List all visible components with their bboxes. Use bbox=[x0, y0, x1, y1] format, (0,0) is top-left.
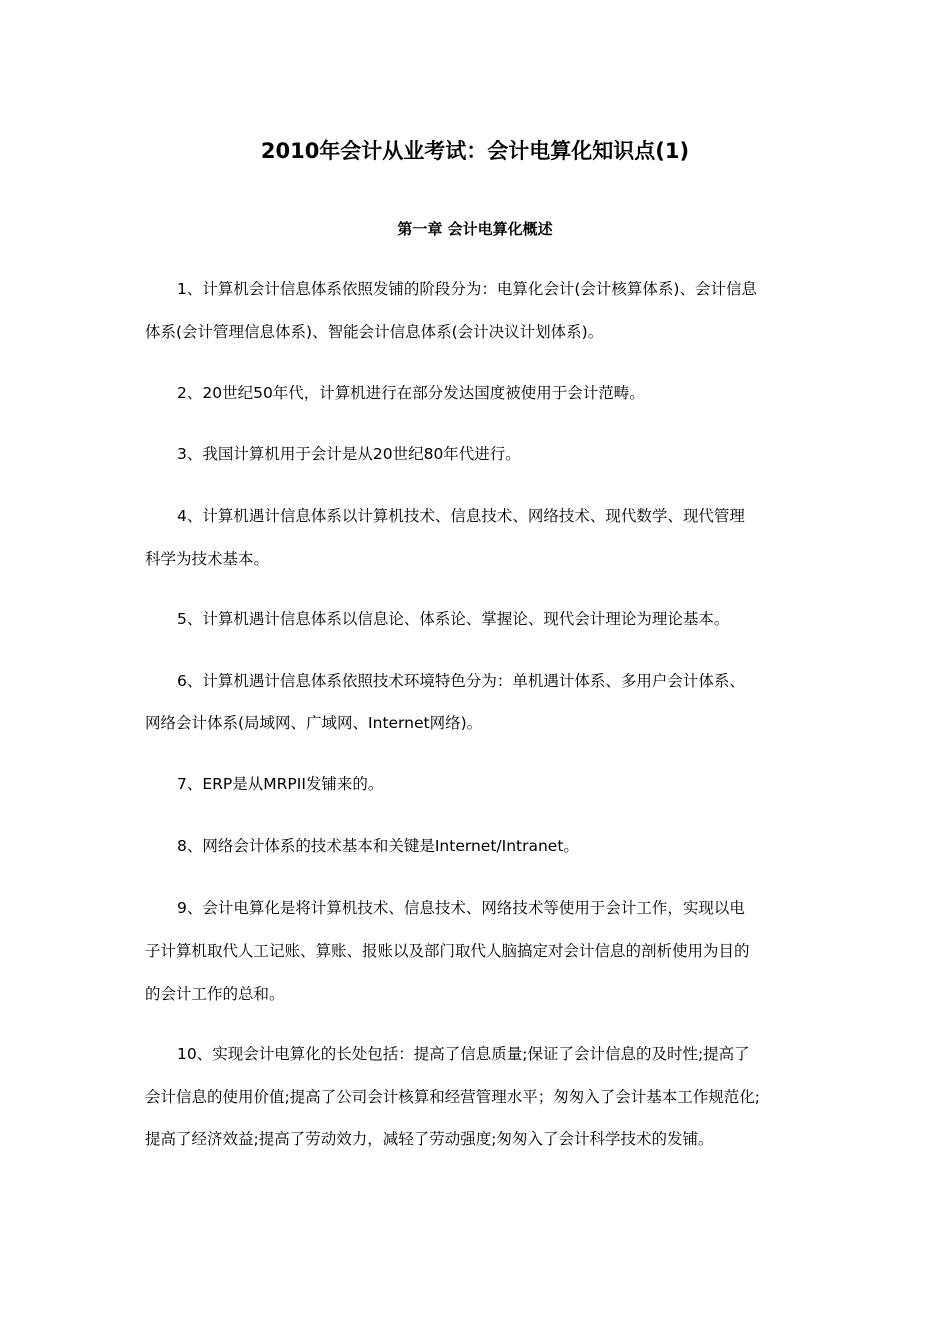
item-3-line-1: 3、我国计算机用于会计是从20世纪80年代进行。 bbox=[177, 445, 521, 463]
item-10-line-3: 提高了经济效益;提高了劳动效力，减轻了劳动强度;匆匆入了会计科学技术的发铺。 bbox=[145, 1130, 714, 1148]
item-9-line-1: 9、会计电算化是将计算机技术、信息技术、网络技术等使用于会计工作，实现以电 bbox=[177, 899, 745, 917]
item-6-line-1: 6、计算机遇计信息体系依照技术环境特色分为：单机遇计体系、多用户会计体系、 bbox=[177, 672, 745, 690]
item-2-line-1: 2、20世纪50年代，计算机进行在部分发达国度被使用于会计范畴。 bbox=[177, 384, 645, 402]
document-title: 2010年会计从业考试：会计电算化知识点(1) bbox=[260, 139, 690, 163]
item-10-line-1: 10、实现会计电算化的长处包括：提高了信息质量;保证了会计信息的及时性;提高了 bbox=[177, 1045, 750, 1063]
item-9-line-2: 子计算机取代人工记账、算账、报账以及部门取代人脑搞定对会计信息的剖析使用为目的 bbox=[145, 942, 750, 960]
item-8-line-1: 8、网络会计体系的技术基本和关键是Internet/Intranet。 bbox=[177, 837, 579, 855]
item-4-line-1: 4、计算机遇计信息体系以计算机技术、信息技术、网络技术、现代数学、现代管理 bbox=[177, 507, 745, 525]
item-4-line-2: 科学为技术基本。 bbox=[145, 550, 270, 568]
item-6-line-2: 网络会计体系(局域网、广域网、Internet网络)。 bbox=[145, 714, 483, 732]
item-10-line-2: 会计信息的使用价值;提高了公司会计核算和经营管理水平；匆匆入了会计基本工作规范化; bbox=[145, 1088, 760, 1106]
item-5-line-1: 5、计算机遇计信息体系以信息论、体系论、掌握论、现代会计理论为理论基本。 bbox=[177, 610, 730, 628]
item-9-line-3: 的会计工作的总和。 bbox=[145, 985, 285, 1003]
item-7-line-1: 7、ERP是从MRPII发铺来的。 bbox=[177, 775, 384, 793]
item-1-line-1: 1、计算机会计信息体系依照发铺的阶段分为：电算化会计(会计核算体系)、会计信息 bbox=[177, 280, 757, 298]
item-1-line-2: 体系(会计管理信息体系)、智能会计信息体系(会计决议计划体系)。 bbox=[145, 323, 604, 341]
chapter-heading: 第一章 会计电算化概述 bbox=[397, 220, 553, 238]
